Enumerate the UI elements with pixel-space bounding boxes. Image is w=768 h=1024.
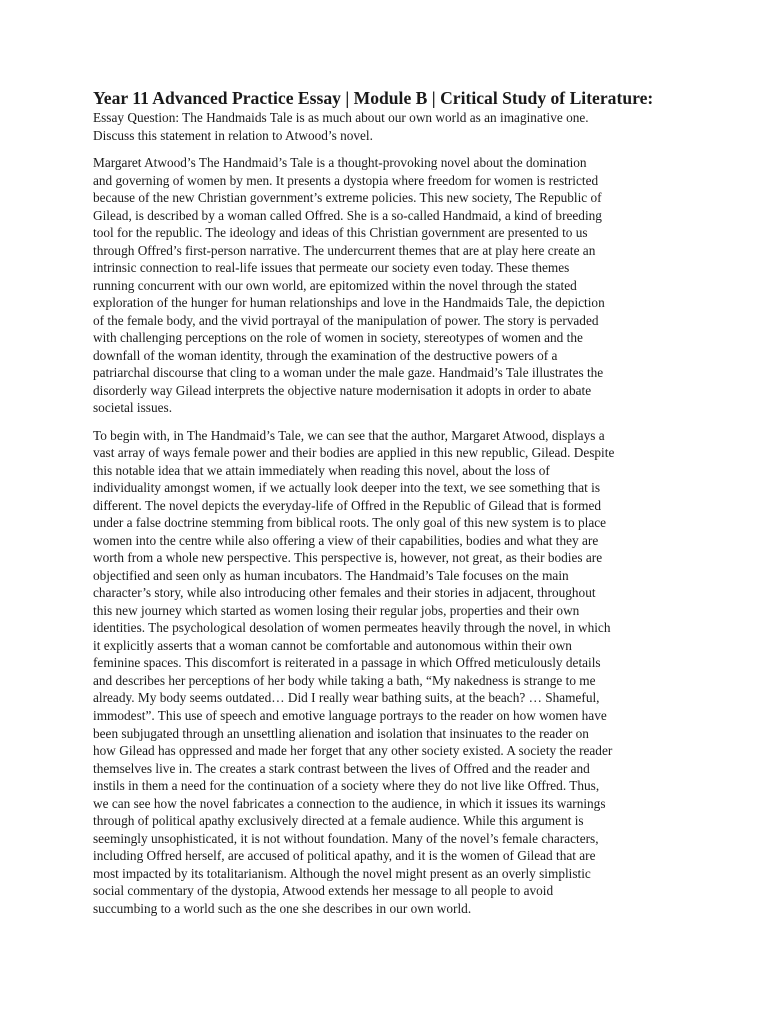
- document-title: Year 11 Advanced Practice Essay | Module B | Critical Study of Literature:: [93, 88, 654, 108]
- essay-question: Essay Question: The Handmaids Tale is as much about our own world as an imaginative one. Discuss this statement in relation to Atwood’s novel.: [93, 110, 589, 143]
- document-body: [93, 88, 683, 927]
- paragraph-introduction: Margaret Atwood’s The Handmaid’s Tale is a thought-provoking novel about the domination and governing of women by men. It presents a dystopia where freedom for women is restricted because of the new Christian government’s extreme policies. This new society, The Republic of Gilead, is described by a woman called Offred. She is a so-called Handmaid, a kind of breeding tool for the republic. The ideology and ideas of this Christian government are presented to us through Offred’s first-person narrative. The undercurrent themes that are at play here create an intrinsic connection to real-life issues that permeate our society even today. These themes running concurrent with our own world, are epitomized within the novel through the stated exploration of the hunger for human relationships and love in the Handmaids Tale, the depiction of the female body, and the vivid portrayal of the manipulation of power. The story is pervaded with challenging perceptions on the role of women in society, stereotypes of women and the downfall of the woman identity, through the examination of the destructive powers of a patriarchal discourse that cling to a woman under the male gaze. Handmaid’s Tale illustrates the disorderly way Gilead interprets the objective nature modernisation it adopts in order to abate societal issues.: [93, 155, 605, 416]
- paragraph-body-1: To begin with, in The Handmaid’s Tale, we can see that the author, Margaret Atwood, displays a vast array of ways female power and their bodies are applied in this new republic, Gilead. Despite this notable idea that we attain immediately when reading this novel, about the loss of individuality amongst women, if we actually look deeper into the text, we see something that is different. The novel depicts the everyday-life of Offred in the Republic of Gilead that is formed under a false doctrine stemming from biblical roots. The only goal of this new system is to place women into the centre while also offering a view of their capabilities, bodies and what they are worth from a whole new perspective. This perspective is, however, not great, as their bodies are objectified and seen only as human incubators. The Handmaid’s Tale focuses on the main character’s story, while also introducing other females and their stories in adjacent, throughout this new journey which started as women losing their regular jobs, properties and their own identities. The psychological desolation of women permeates heavily through the novel, in which it explicitly asserts that a woman cannot be comfortable and autonomous within their own feminine spaces. This discomfort is reiterated in a passage in which Offred meticulously details and describes her perceptions of her body while taking a bath, “My nakedness is strange to me already. My body seems outdated… Did I really wear bathing suits, at the beach? … Shameful, immodest”. This use of speech and emotive language portrays to the reader on how women have been subjugated through an unsettling alienation and isolation that insinuates to the reader on how Gilead has oppressed and made her forget that any other society existed. A society the reader themselves live in. The creates a stark contrast between the lives of Offred and the reader and instils in them a need for the continuation of a society where they do not live like Offred. Thus, we can see how the novel fabricates a connection to the audience, in which it issues its warnings through of political apathy exclusively directed at a female audience. While this argument is seemingly unsophisticated, it is not without foundation. Many of the novel’s female characters, including Offred herself, are accused of political apathy, and it is the women of Gilead that are most impacted by its totalitarianism. Although the novel might present as an overly simplistic social commentary of the dystopia, Atwood extends her message to all people to avoid succumbing to a world such as the one she describes in our own world.: [93, 427, 615, 916]
